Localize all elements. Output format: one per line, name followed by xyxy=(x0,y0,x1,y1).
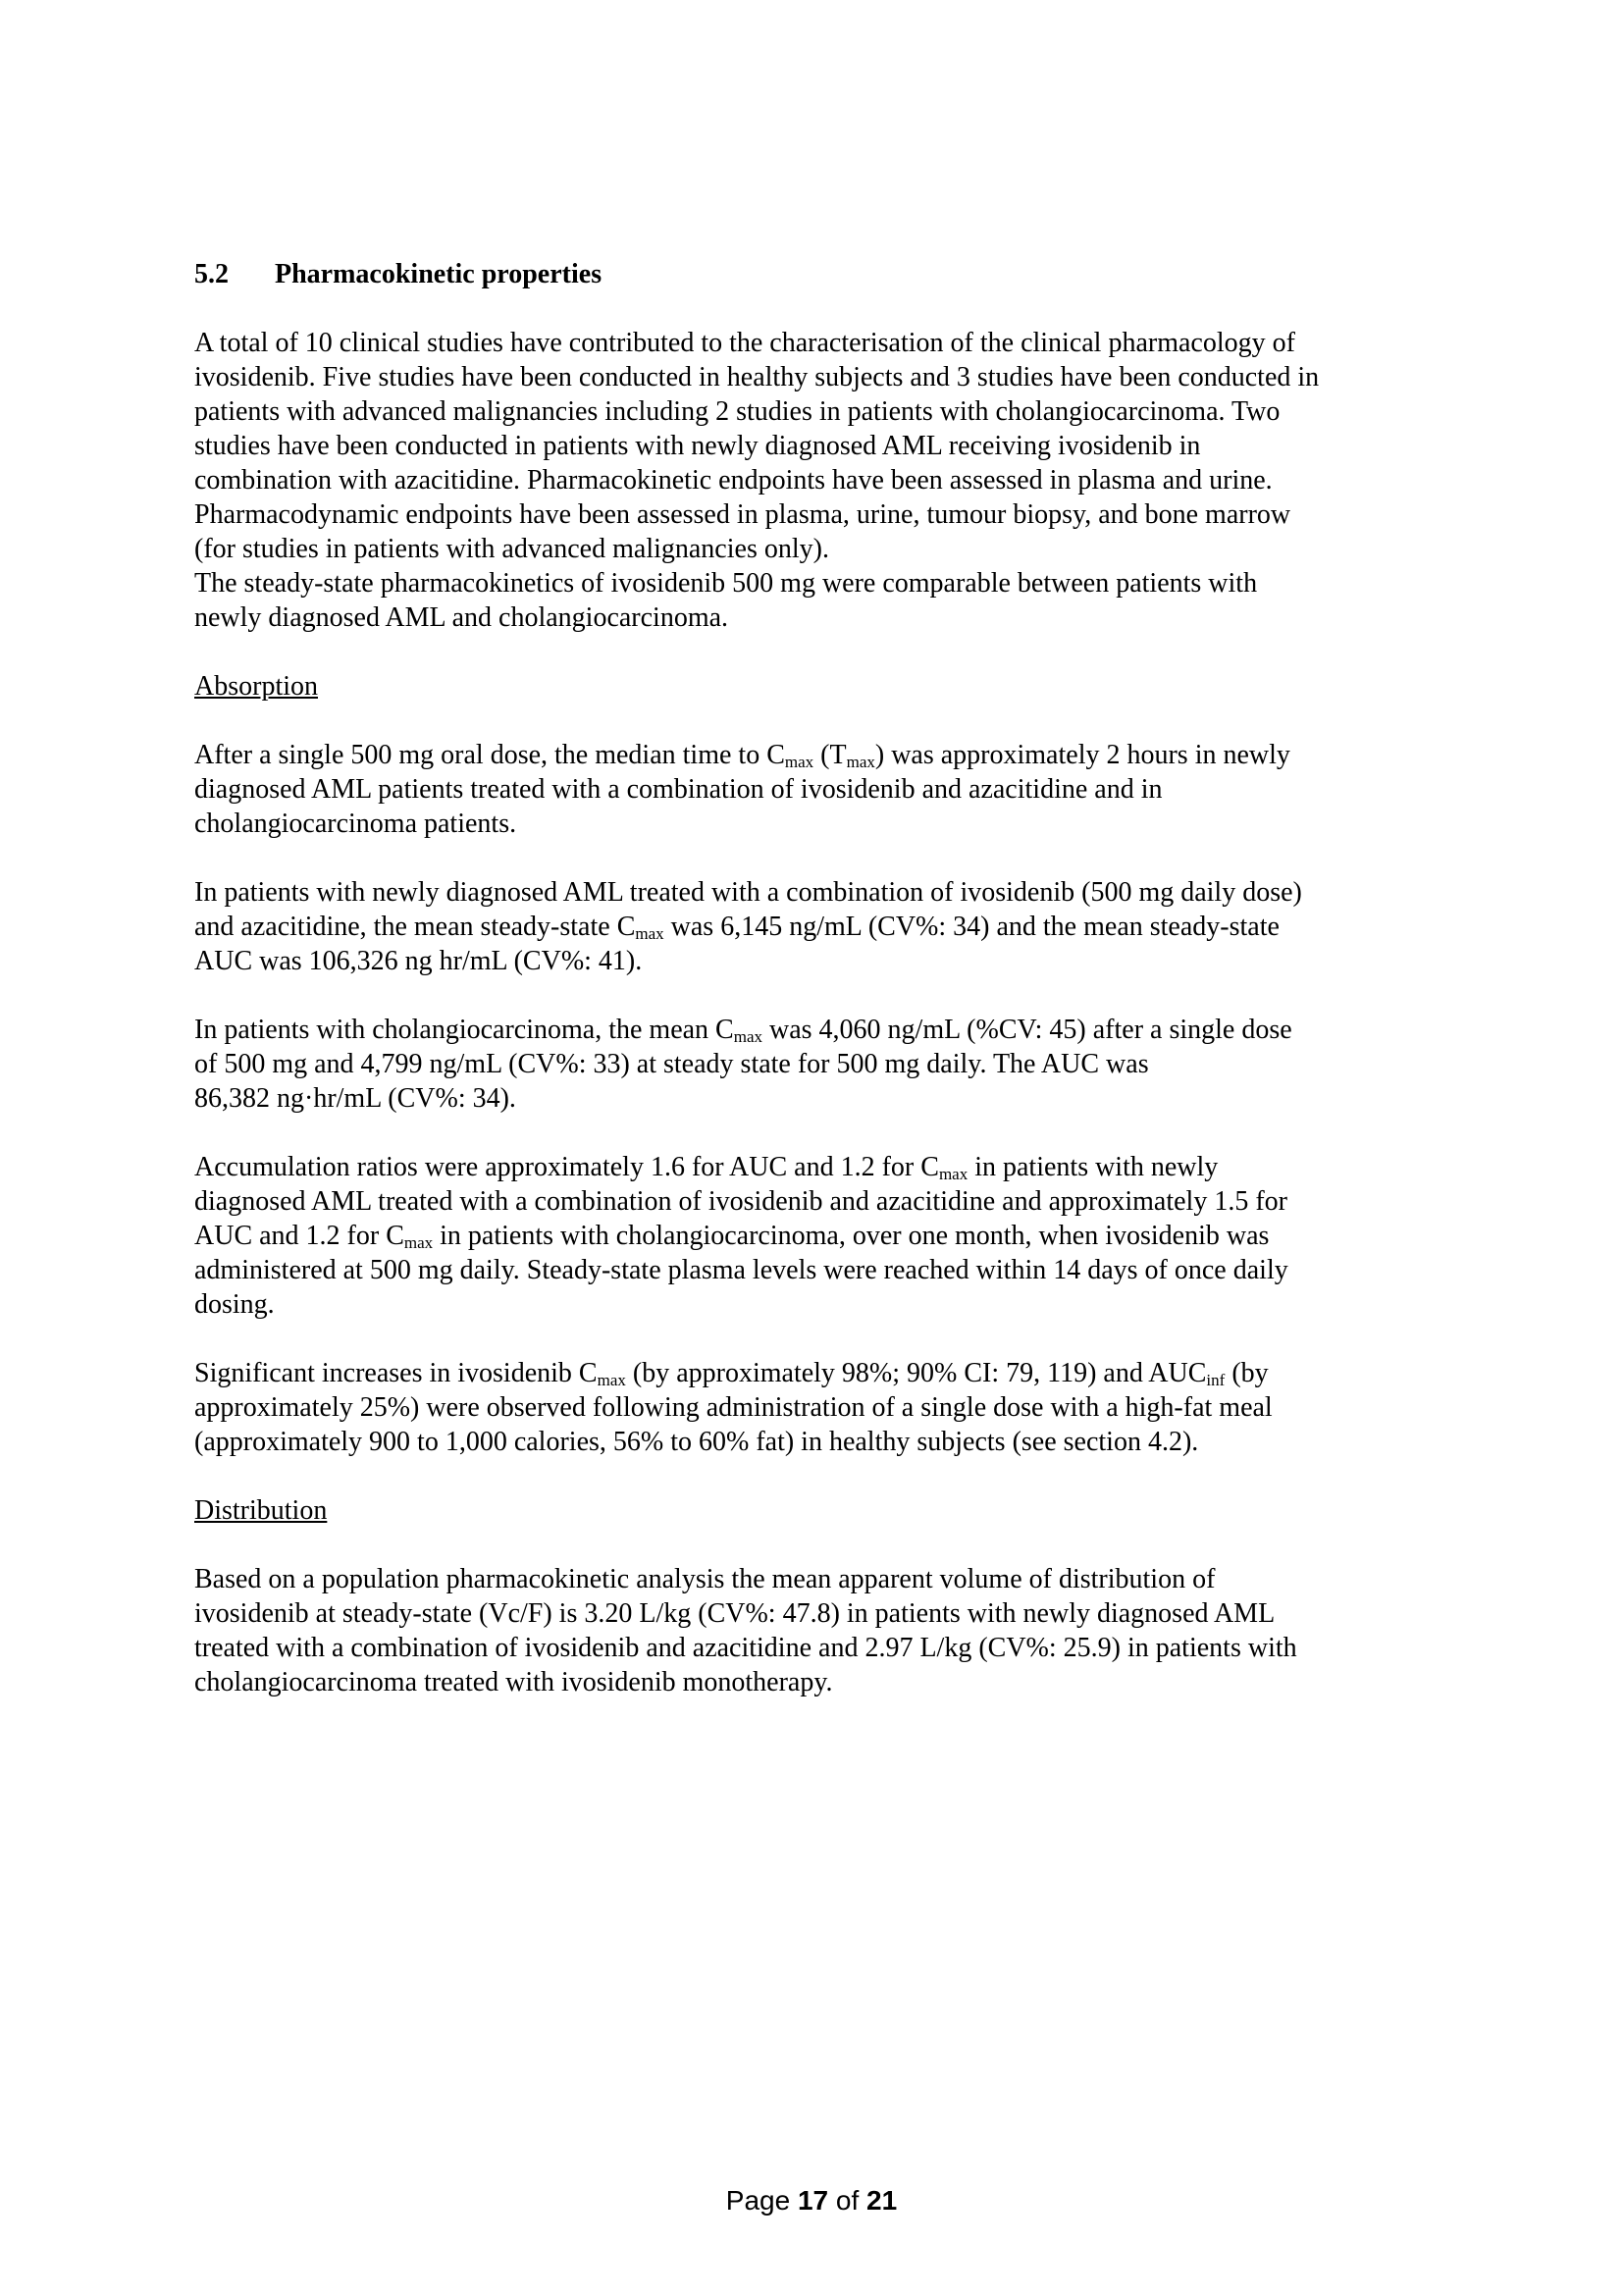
absorption-paragraph-aml xyxy=(194,875,1460,978)
text-line xyxy=(194,1356,1460,1390)
section-number: 5.2 xyxy=(194,259,229,289)
text-line: combination with azacitidine. Pharmacokinetic endpoints have been assessed in plasma and urine. xyxy=(194,465,1273,496)
subscript: max xyxy=(635,924,664,943)
text-line: The steady-state pharmacokinetics of ivosidenib 500 mg were comparable between patients with xyxy=(194,568,1258,599)
total-pages-number: 21 xyxy=(866,2185,898,2216)
text-run: and azacitidine, the mean steady-state C xyxy=(194,912,636,942)
subscript: max xyxy=(784,753,814,771)
subscript: max xyxy=(403,1233,434,1252)
text-run: (by approximately 98%; 90% CI: 79, 119) and AUC xyxy=(625,1358,1207,1388)
absorption-paragraph-food-effect xyxy=(194,1356,1460,1459)
text-line: newly diagnosed AML and cholangiocarcinoma. xyxy=(194,602,729,633)
text-line: ivosidenib at steady-state (Vc/F) is 3.20 L/kg (CV%: 47.8) in patients with newly diagnosed AML xyxy=(194,1598,1276,1629)
absorption-heading: Absorption xyxy=(194,671,318,702)
text-run: (by xyxy=(1225,1358,1269,1388)
distribution-paragraph xyxy=(194,1562,1460,1699)
text-run: in patients with cholangiocarcinoma, over one month, when ivosidenib was xyxy=(433,1221,1270,1251)
text-line: administered at 500 mg daily. Steady-state plasma levels were reached within 14 days of once daily xyxy=(194,1255,1288,1285)
text-line xyxy=(194,1150,1460,1184)
text-run: was 6,145 ng/mL (CV%: 34) and the mean steady-state xyxy=(663,912,1280,942)
text-line: cholangiocarcinoma patients. xyxy=(194,809,517,839)
current-page-number: 17 xyxy=(797,2185,829,2216)
text-line xyxy=(194,910,1460,944)
absorption-paragraph-cholangiocarcinoma xyxy=(194,1013,1460,1116)
text-run: Significant increases in ivosidenib C xyxy=(194,1358,598,1388)
text-line: Based on a population pharmacokinetic analysis the mean apparent volume of distribution of xyxy=(194,1564,1216,1594)
text-line: diagnosed AML treated with a combination of ivosidenib and azacitidine and approximately 1.5 for xyxy=(194,1186,1287,1217)
text-line: Pharmacodynamic endpoints have been assessed in plasma, urine, tumour biopsy, and bone marrow xyxy=(194,499,1291,530)
text-run: ) was approximately 2 hours in newly xyxy=(874,740,1290,770)
text-line: (for studies in patients with advanced malignancies only). xyxy=(194,534,829,564)
text-run: Accumulation ratios were approximately 1.6 for AUC and 1.2 for C xyxy=(194,1152,939,1182)
absorption-paragraph-accumulation xyxy=(194,1150,1460,1322)
subscript: max xyxy=(733,1027,762,1046)
page-footer xyxy=(0,2184,1623,2218)
text-line: ivosidenib. Five studies have been conducted in healthy subjects and 3 studies have been conducted in xyxy=(194,362,1320,392)
text-run: In patients with cholangiocarcinoma, the mean C xyxy=(194,1015,734,1045)
subscript: max xyxy=(597,1371,626,1389)
text-run: After a single 500 mg oral dose, the median time to C xyxy=(194,740,785,770)
distribution-heading: Distribution xyxy=(194,1495,328,1526)
absorption-paragraph-tmax xyxy=(194,738,1460,841)
text-line: studies have been conducted in patients with newly diagnosed AML receiving ivosidenib in xyxy=(194,431,1201,461)
text-line: diagnosed AML patients treated with a combination of ivosidenib and azacitidine and in xyxy=(194,774,1163,805)
text-line: of 500 mg and 4,799 ng/mL (CV%: 33) at steady state for 500 mg daily. The AUC was xyxy=(194,1049,1149,1079)
steady-state-paragraph xyxy=(194,566,1460,635)
subscript: max xyxy=(938,1165,969,1183)
text-line xyxy=(194,1013,1460,1047)
text-line: AUC was 106,326 ng hr/mL (CV%: 41). xyxy=(194,946,643,976)
text-line: dosing. xyxy=(194,1289,275,1320)
text-line xyxy=(194,738,1460,772)
text-line: 86,382 ng·hr/mL (CV%: 34). xyxy=(194,1083,516,1114)
text-line: treated with a combination of ivosidenib and azacitidine and 2.97 L/kg (CV%: 25.9) in patients with xyxy=(194,1633,1297,1663)
subscript: inf xyxy=(1206,1371,1226,1389)
text-line: In patients with newly diagnosed AML treated with a combination of ivosidenib (500 mg daily dose) xyxy=(194,877,1302,908)
section-title: Pharmacokinetic properties xyxy=(275,259,602,289)
text-run: AUC and 1.2 for C xyxy=(194,1221,404,1251)
text-run: in patients with newly xyxy=(968,1152,1219,1182)
text-line: A total of 10 clinical studies have contributed to the characterisation of the clinical pharmacology of xyxy=(194,328,1295,358)
text-line: patients with advanced malignancies including 2 studies in patients with cholangiocarcinoma. Two xyxy=(194,396,1281,427)
document-body xyxy=(194,257,1460,1734)
text-line: approximately 25%) were observed following administration of a single dose with a high-fat meal xyxy=(194,1392,1273,1423)
page-label: Page xyxy=(725,2185,791,2216)
text-line xyxy=(194,1219,1460,1253)
text-run: was 4,060 ng/mL (%CV: 45) after a single dose xyxy=(762,1015,1292,1045)
text-line: cholangiocarcinoma treated with ivosidenib monotherapy. xyxy=(194,1667,833,1697)
section-heading xyxy=(194,257,1460,291)
subscript: max xyxy=(846,753,875,771)
text-line: (approximately 900 to 1,000 calories, 56% to 60% fat) in healthy subjects (see section 4.2). xyxy=(194,1427,1199,1457)
text-run: (T xyxy=(813,740,847,770)
page-of-label: of xyxy=(835,2185,860,2216)
intro-paragraph xyxy=(194,326,1460,566)
